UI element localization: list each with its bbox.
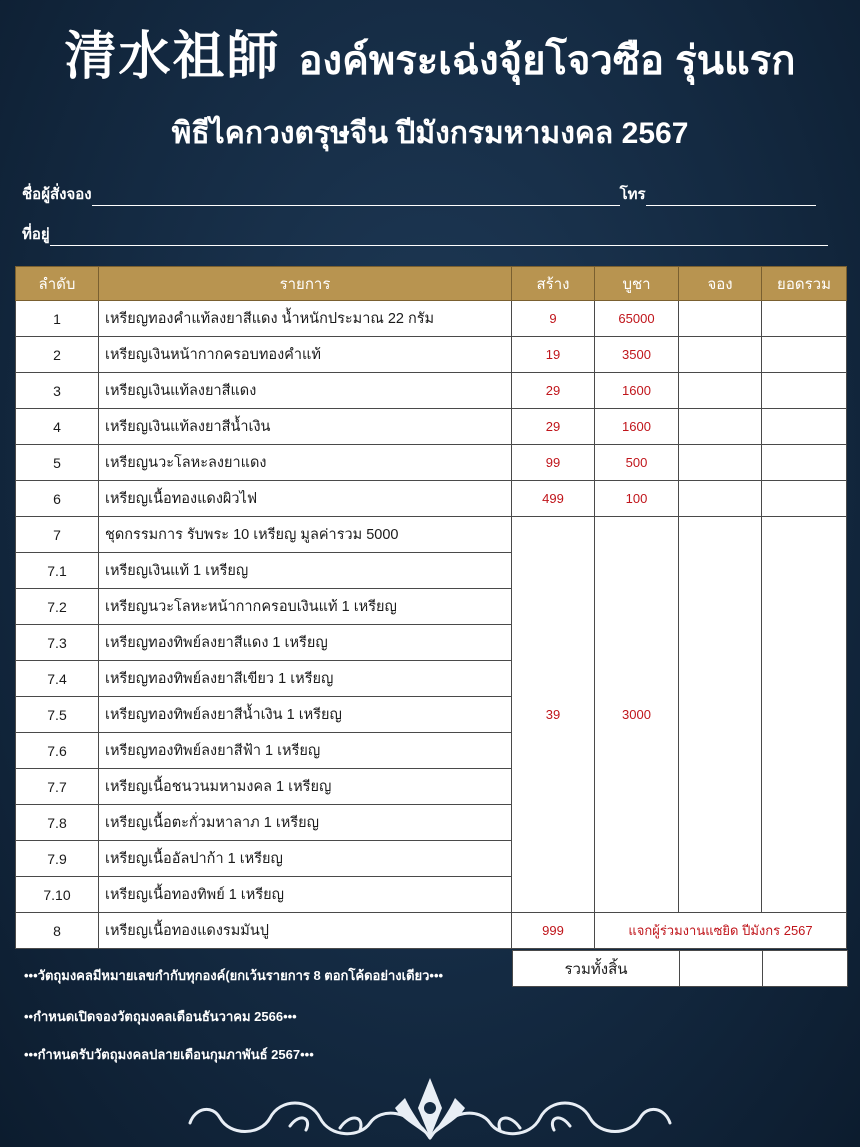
- subrow-item: เหรียญเนื้อทองทิพย์ 1 เหรียญ: [99, 877, 512, 913]
- row-qty: 499: [512, 481, 595, 517]
- subrow-no: 7.7: [16, 769, 99, 805]
- name-field[interactable]: [92, 191, 620, 206]
- row-item: เหรียญนวะโลหะลงยาแดง: [99, 445, 512, 481]
- row-qty: 999: [512, 913, 595, 949]
- order-table: [15, 266, 847, 949]
- row-no: 7: [16, 517, 99, 553]
- row-price: 100: [595, 481, 679, 517]
- header-qty: สร้าง: [512, 267, 595, 301]
- subrow-no: 7.2: [16, 589, 99, 625]
- row-price: 1600: [595, 409, 679, 445]
- subrow-item: เหรียญเนื้ออัลปาก้า 1 เหรียญ: [99, 841, 512, 877]
- row-total-cell[interactable]: [762, 301, 847, 337]
- header-reserve: จอง: [679, 267, 762, 301]
- header-price: บูชา: [595, 267, 679, 301]
- table-row: [16, 301, 847, 337]
- row-item: เหรียญเนื้อทองแดงผิวไฟ: [99, 481, 512, 517]
- row-item: เหรียญทองคำแท้ลงยาสีแดง น้ำหนักประมาณ 22 กรัม: [99, 301, 512, 337]
- table-row: [16, 481, 847, 517]
- row-item: ชุดกรรมการ รับพระ 10 เหรียญ มูลค่ารวม 5000: [99, 517, 512, 553]
- row-qty: 19: [512, 337, 595, 373]
- row-qty: 29: [512, 373, 595, 409]
- row-no: 6: [16, 481, 99, 517]
- name-phone-line: [22, 182, 816, 206]
- address-label: ที่อยู่: [22, 226, 50, 243]
- row-item: เหรียญเนื้อทองแดงรมมันปู: [99, 913, 512, 949]
- table-row: [16, 409, 847, 445]
- row-no: 3: [16, 373, 99, 409]
- phone-field[interactable]: [646, 191, 816, 206]
- grand-total-box: [512, 950, 848, 987]
- row-total-cell[interactable]: [762, 445, 847, 481]
- title-thai: องค์พระเฉ่งจุ้ยโจวซือ รุ่นแรก: [298, 39, 796, 83]
- note-receive-date: •••กำหนดรับวัตถุมงคลปลายเดือนกุมภาพันธ์ 2567•••: [24, 1047, 314, 1062]
- subrow-no: 7.5: [16, 697, 99, 733]
- row-reserve-cell[interactable]: [679, 337, 762, 373]
- row-reserve-cell[interactable]: [679, 301, 762, 337]
- row-item: เหรียญเงินแท้ลงยาสีน้ำเงิน: [99, 409, 512, 445]
- header-item: รายการ: [99, 267, 512, 301]
- row-qty: 29: [512, 409, 595, 445]
- set-total-cell[interactable]: [762, 517, 847, 913]
- header-total: ยอดรวม: [762, 267, 847, 301]
- title-chinese: 清水祖師: [64, 27, 281, 87]
- row-price: 500: [595, 445, 679, 481]
- row-total-cell[interactable]: [762, 337, 847, 373]
- table-header-row: [16, 267, 847, 301]
- row-price: 3500: [595, 337, 679, 373]
- table-row-set: [16, 517, 847, 553]
- row-no: 5: [16, 445, 99, 481]
- subrow-item: เหรียญทองทิพย์ลงยาสีเขียว 1 เหรียญ: [99, 661, 512, 697]
- row-no: 2: [16, 337, 99, 373]
- subrow-no: 7.10: [16, 877, 99, 913]
- header-no: ลำดับ: [16, 267, 99, 301]
- row-total-cell[interactable]: [762, 373, 847, 409]
- subrow-item: เหรียญนวะโลหะหน้ากากครอบเงินแท้ 1 เหรียญ: [99, 589, 512, 625]
- table-row: [16, 913, 847, 949]
- row-total-cell[interactable]: [762, 409, 847, 445]
- subrow-item: เหรียญทองทิพย์ลงยาสีฟ้า 1 เหรียญ: [99, 733, 512, 769]
- set-reserve-cell[interactable]: [679, 517, 762, 913]
- row-no: 1: [16, 301, 99, 337]
- phone-label: โทร: [619, 186, 646, 203]
- subrow-no: 7.1: [16, 553, 99, 589]
- row-no: 4: [16, 409, 99, 445]
- note-serial: •••วัตถุมงคลมีหมายเลขกำกับทุกองค์(ยกเว้นรายการ 8 ตอกโค้ดอย่างเดียว•••: [24, 968, 444, 983]
- name-label: ชื่อผู้สั่งจอง: [22, 186, 92, 203]
- row-item: เหรียญเงินหน้ากากครอบทองคำแท้: [99, 337, 512, 373]
- row-no: 8: [16, 913, 99, 949]
- subrow-item: เหรียญเงินแท้ 1 เหรียญ: [99, 553, 512, 589]
- table-row: [16, 337, 847, 373]
- subrow-no: 7.4: [16, 661, 99, 697]
- address-line: [22, 222, 828, 246]
- subrow-item: เหรียญทองทิพย์ลงยาสีแดง 1 เหรียญ: [99, 625, 512, 661]
- row-price: 65000: [595, 301, 679, 337]
- subrow-item: เหรียญเนื้อชนวนมหามงคล 1 เหรียญ: [99, 769, 512, 805]
- row-item: เหรียญเงินแท้ลงยาสีแดง: [99, 373, 512, 409]
- title-row: [0, 14, 860, 92]
- note-open-date: ••กำหนดเปิดจองวัตถุมงคลเดือนธันวาคม 2566•••: [24, 1009, 297, 1024]
- subrow-item: เหรียญเนื้อตะกั่วมหาลาภ 1 เหรียญ: [99, 805, 512, 841]
- grand-total-cell[interactable]: [763, 951, 848, 987]
- subrow-no: 7.3: [16, 625, 99, 661]
- table-row: [16, 445, 847, 481]
- subtitle: พิธีไคกวงตรุษจีน ปีมังกรมหามงคล 2567: [171, 117, 689, 150]
- subrow-item: เหรียญทองทิพย์ลงยาสีน้ำเงิน 1 เหรียญ: [99, 697, 512, 733]
- grand-total-reserve-cell[interactable]: [680, 951, 763, 987]
- row-price: 1600: [595, 373, 679, 409]
- row-reserve-cell[interactable]: [679, 481, 762, 517]
- row-reserve-cell[interactable]: [679, 445, 762, 481]
- subrow-no: 7.6: [16, 733, 99, 769]
- row-reserve-cell[interactable]: [679, 409, 762, 445]
- grand-total-label: รวมทั้งสิ้น: [513, 951, 680, 987]
- subrow-no: 7.8: [16, 805, 99, 841]
- subrow-no: 7.9: [16, 841, 99, 877]
- table-row: [16, 373, 847, 409]
- row-qty: 9: [512, 301, 595, 337]
- row-note: แจกผู้ร่วมงานแซยิด ปีมังกร 2567: [595, 913, 847, 949]
- row-qty: 99: [512, 445, 595, 481]
- set-price: 3000: [595, 517, 679, 913]
- row-total-cell[interactable]: [762, 481, 847, 517]
- set-qty: 39: [512, 517, 595, 913]
- ornament-flourish-icon: [180, 1068, 680, 1147]
- row-reserve-cell[interactable]: [679, 373, 762, 409]
- address-field[interactable]: [50, 231, 828, 246]
